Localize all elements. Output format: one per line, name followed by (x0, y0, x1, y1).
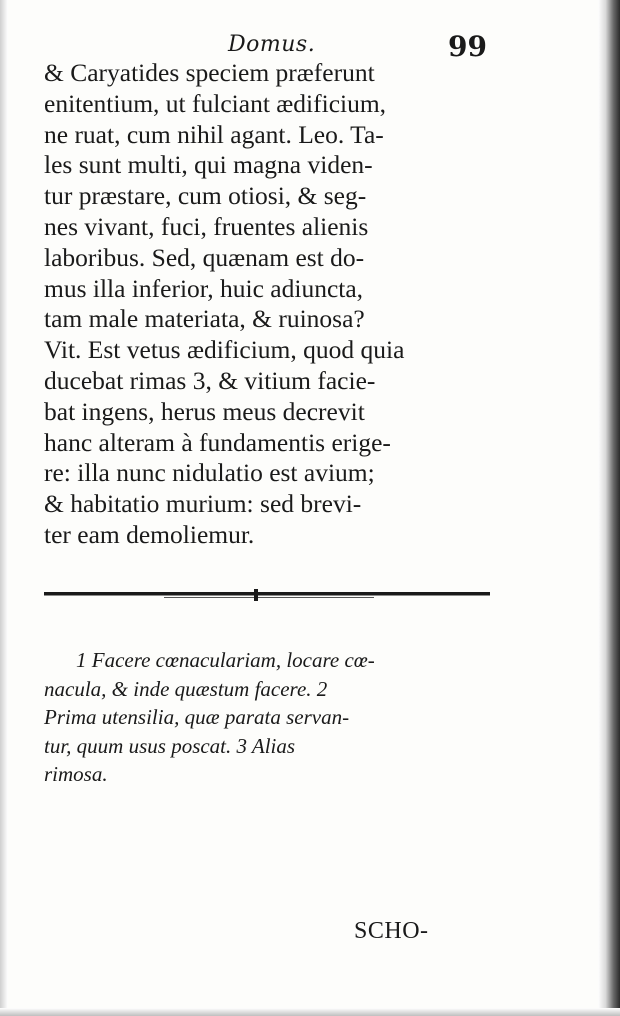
binding-shadow (598, 0, 620, 1016)
body-line: enitentium, ut fulciant ædificium, (44, 88, 387, 118)
body-line: ducebat rimas 3, & vitium facie- (44, 365, 376, 395)
footnote-line: tur, quum usus poscat. 3 Alias (44, 733, 296, 758)
page-left-edge (0, 0, 8, 1016)
body-line: Vit. Est vetus ædificium, quod quia (44, 335, 405, 365)
body-line: laboribus. Sed, quænam est do- (44, 242, 365, 272)
body-line: ne ruat, cum nihil agant. Leo. Ta- (44, 119, 384, 149)
body-line: tam male materiata, & ruinosa? (44, 304, 365, 334)
body-line: re: illa nunc nidulatio est avium; (44, 458, 375, 488)
footnote-line: rimosa. (44, 762, 108, 786)
catchword: SCHO- (354, 918, 429, 944)
rule-thin-line (164, 597, 374, 598)
body-line: ter eam demoliemur. (44, 519, 255, 549)
body-line: nes vivant, fuci, fruentes alienis (44, 211, 369, 241)
rule-thick-line (44, 592, 490, 596)
body-line: les sunt multi, qui magna viden- (44, 150, 373, 180)
body-line: tur præstare, cum otiosi, & seg- (44, 181, 367, 211)
rule-center-mark (254, 589, 258, 601)
body-line: & habitatio murium: sed brevi- (44, 489, 362, 519)
body-line: hanc alteram à fundamentis erige- (44, 427, 391, 457)
body-line: & Caryatides speciem præferunt (44, 58, 375, 87)
body-text (44, 58, 490, 551)
body-line: bat ingens, herus meus decrevit (44, 396, 365, 426)
running-head: Domus. (228, 32, 316, 57)
footnotes (44, 646, 490, 789)
footnote-line: 1 Facere cœnaculariam, locare cœ- (76, 648, 375, 672)
page-number: 99 (448, 30, 487, 63)
section-rule (44, 588, 490, 602)
footnote-line: Prima utensilia, quæ parata servan- (44, 705, 350, 729)
footnote-line: nacula, & inde quæstum facere. 2 (44, 676, 328, 701)
body-line: mus illa inferior, huic adiuncta, (44, 273, 364, 303)
page-bottom-edge (0, 1008, 620, 1016)
